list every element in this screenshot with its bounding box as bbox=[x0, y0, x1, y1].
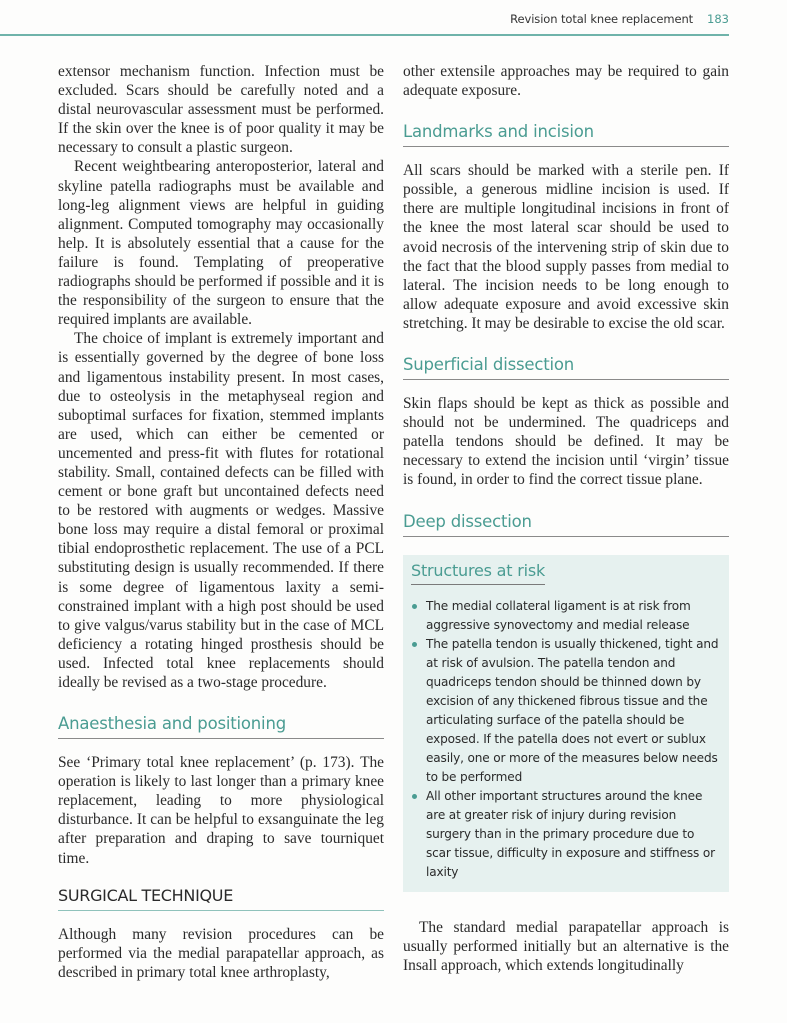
paragraph-implant-choice: The choice of implant is extremely important and is essentially governed by the degree of bone loss and ligamentous instability present. In most cases, due to osteolysis in the metaphyseal region and suboptimal surfaces for fixation, stemmed implants are used, which can either be cemented or uncemented and press-fit with flutes for rotational stability. Small, contained defects can be filled with cement or bone graft but uncontained defects need to be restored with augments or wedges. Massive bone loss may require a distal femoral or proximal tibial endoprosthetic replacement. The use of a PCL substituting design is usually recommended. If there is some degree of ligamentous laxity a semi-constrained implant with a high post should be used to give valgus/varus stability but in the case of MCL deficiency a rotating hinged prosthesis should be used. Infected total knee replacements should ideally be revised as a two-stage procedure. bbox=[58, 330, 384, 691]
risk-item-text: All other important structures around the knee are at greater risk of injury during revision surgery than in the primary procedure due to scar tissue, difficulty in exposure and stiffness or laxity bbox=[426, 788, 715, 879]
risk-list bbox=[411, 597, 719, 882]
structures-at-risk-box bbox=[403, 555, 729, 892]
left-column bbox=[58, 62, 384, 982]
risk-item-text: The medial collateral ligament is at risk from aggressive synovectomy and medial release bbox=[426, 598, 691, 632]
bullet-icon bbox=[412, 794, 417, 799]
paragraph-extensor: extensor mechanism function. Infection must be excluded. Scars should be carefully noted and a distal neurovascular assessment must be performed. If the skin over the knee is of poor quality it may be necessary to consult a plastic surgeon. bbox=[58, 63, 384, 157]
paragraph-anaesthesia: See ‘Primary total knee replacement’ (p. 173). The operation is likely to last longer than a primary knee replacement, leading to more physiological disturbance. It can be helpful to exsanguinate the leg after preparation and draping to save tourniquet time. bbox=[58, 754, 384, 867]
risk-item-text: The patella tendon is usually thickened, tight and at risk of avulsion. The patella tendon and quadriceps tendon should be thinned down by excision of any thickened fibrous tissue and the articulating surface of the patella should be exposed. If the patella does not evert or sublux easily, one or more of the measures below needs to be performed bbox=[426, 636, 719, 784]
heading-anaesthesia: Anaesthesia and positioning bbox=[58, 714, 384, 739]
bullet-icon bbox=[412, 604, 417, 609]
bullet-icon bbox=[412, 642, 417, 647]
paragraph-standard-approach: The standard medial parapatellar approach is usually performed initially but an alternative is the Insall approach, which extends longitudinally bbox=[403, 918, 729, 974]
paragraph-radiographs: Recent weightbearing anteroposterior, lateral and skyline patella radiographs must be available and long-leg alignment views are helpful in guiding alignment. Computed tomography may occasionally help. It is absolutely essential that a cause for the failure is found. Templating of preoperative radiographs should be performed if possible and it is the responsibility of the surgeon to ensure that the required implants are available. bbox=[58, 158, 384, 329]
paragraph-extensile: other extensile approaches may be required to gain adequate exposure. bbox=[403, 63, 729, 100]
risk-item bbox=[411, 597, 719, 635]
heading-surgical-technique: SURGICAL TECHNIQUE bbox=[58, 886, 384, 911]
paragraph-landmarks: All scars should be marked with a sterile pen. If possible, a generous midline incision is used. If there are multiple longitudinal incisions in front of the knee the most lateral scar should be used to avoid necrosis of the intervening strip of skin due to the fact that the blood supply passes from medial to lateral. The incision needs to be long enough to allow adequate exposure and avoid excessive skin stretching. It may be desirable to excise the old scar. bbox=[403, 162, 729, 332]
running-header bbox=[0, 12, 729, 36]
risk-item bbox=[411, 635, 719, 787]
heading-superficial-dissection: Superficial dissection bbox=[403, 355, 729, 380]
heading-deep-dissection: Deep dissection bbox=[403, 512, 729, 537]
risk-item bbox=[411, 787, 719, 882]
paragraph-superficial-dissection: Skin flaps should be kept as thick as possible and should not be undermined. The quadriceps and patella tendons should be defined. It may be necessary to extend the incision until ‘virgin’ tissue is found, in order to find the correct tissue plane. bbox=[403, 395, 729, 489]
page-number: 183 bbox=[707, 12, 729, 26]
heading-landmarks: Landmarks and incision bbox=[403, 122, 729, 147]
running-title: Revision total knee replacement bbox=[510, 12, 694, 26]
box-title: Structures at risk bbox=[411, 561, 545, 585]
paragraph-surgical-technique: Although many revision procedures can be performed via the medial parapatellar approach, as described in primary total knee arthroplasty, bbox=[58, 925, 384, 981]
right-column bbox=[403, 62, 729, 975]
